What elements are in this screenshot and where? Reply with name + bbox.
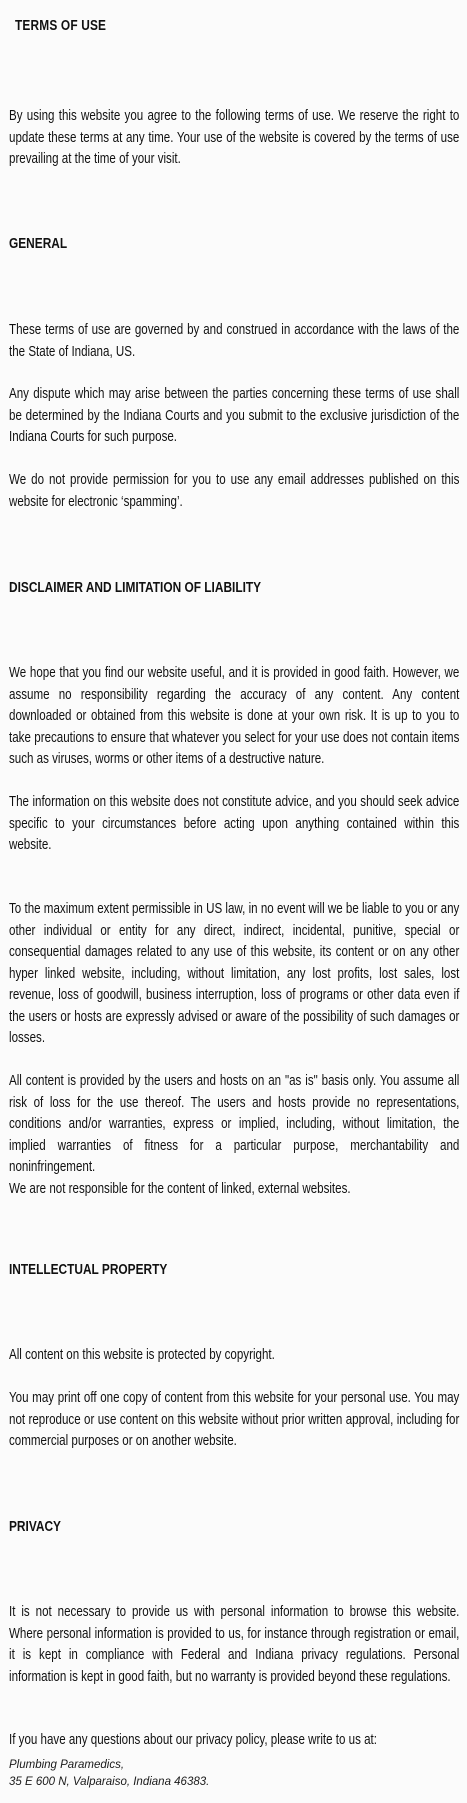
ip-paragraph-2: You may print off one copy of content from this website for your personal use. You may not reproduce or use content on this website without prior written approval, including for commercial purposes or on another website.	[9, 1390, 460, 1449]
disclaimer-paragraph-4: All content is provided by the users and hosts on an "as is" basis only. You assume all risk of loss for the use thereof. The users and hosts provide no representations, conditions and/or warranties, express or implied, including, without limitation, the implied warranties of fitness for a particular purpose, merchantability and noninfringement.	[9, 1073, 460, 1175]
general-paragraph-2: Any dispute which may arise between the parties concerning these terms of use shall be determined by the Indiana Courts and you submit to the exclusive jurisdiction of the Indiana Courts for such purpose.	[9, 386, 460, 445]
intro-paragraph: By using this website you agree to the following terms of use. We reserve the right to update these terms at any time. Your use of the website is covered by the terms of use prevailing at the time of your visit.	[9, 108, 460, 167]
disclaimer-paragraph-5: We are not responsible for the content of linked, external websites.	[9, 1181, 351, 1197]
mailing-address	[9, 1757, 209, 1790]
ip-paragraph-1: All content on this website is protected by copyright.	[9, 1347, 275, 1363]
general-paragraph-1: These terms of use are governed by and construed in accordance with the laws of the the State of Indiana, US.	[9, 322, 460, 360]
disclaimer-paragraph-2: The information on this website does not constitute advice, and you should seek advice specific to your circumstances before acting upon anything contained within this website.	[9, 794, 460, 853]
general-paragraph-3: We do not provide permission for you to use any email addresses published on this website for electronic ‘spamming’.	[9, 472, 460, 510]
address-line-1: Plumbing Paramedics,	[9, 1759, 125, 1771]
privacy-paragraph-2: If you have any questions about our privacy policy, please write to us at:	[9, 1732, 377, 1748]
disclaimer-paragraph-3: To the maximum extent permissible in US law, in no event will we be liable to you or any other individual or entity for any direct, indirect, incidental, punitive, special or consequential damages related to any use of this website, its content or on any other hyper linked website, including, without limitation, any lost profits, lost sales, lost revenue, loss of goodwill, business interruption, loss of programs or other data even if the users or hosts are expressly advised or aware of the possibility of such damages or losses.	[9, 901, 460, 1046]
address-line-2: 35 E 600 N, Valparaiso, Indiana 46383.	[9, 1775, 210, 1788]
section-heading-disclaimer: DISCLAIMER AND LIMITATION OF LIABILITY	[9, 580, 262, 596]
privacy-paragraph-1: It is not necessary to provide us with personal information to browse this website. Where personal information is provided to us, for instance through registration or email, it is kept in compliance with Federal and Indiana privacy regulations. Personal information is kept in good faith, but no warranty is provided beyond these regulations.	[9, 1604, 460, 1685]
section-heading-ip: INTELLECTUAL PROPERTY	[9, 1262, 168, 1278]
section-heading-privacy: PRIVACY	[9, 1519, 61, 1535]
disclaimer-paragraph-1: We hope that you find our website useful, and it is provided in good faith. However, we assume no responsibility regarding the accuracy of any content. Any content downloaded or obtained from this website is done at your own risk. It is up to you to take precautions to ensure that whatever you select for your use does not contain items such as viruses, worms or other items of a destructive nature.	[9, 665, 460, 767]
page-title: TERMS OF USE	[15, 18, 107, 34]
section-heading-general: GENERAL	[9, 236, 68, 252]
